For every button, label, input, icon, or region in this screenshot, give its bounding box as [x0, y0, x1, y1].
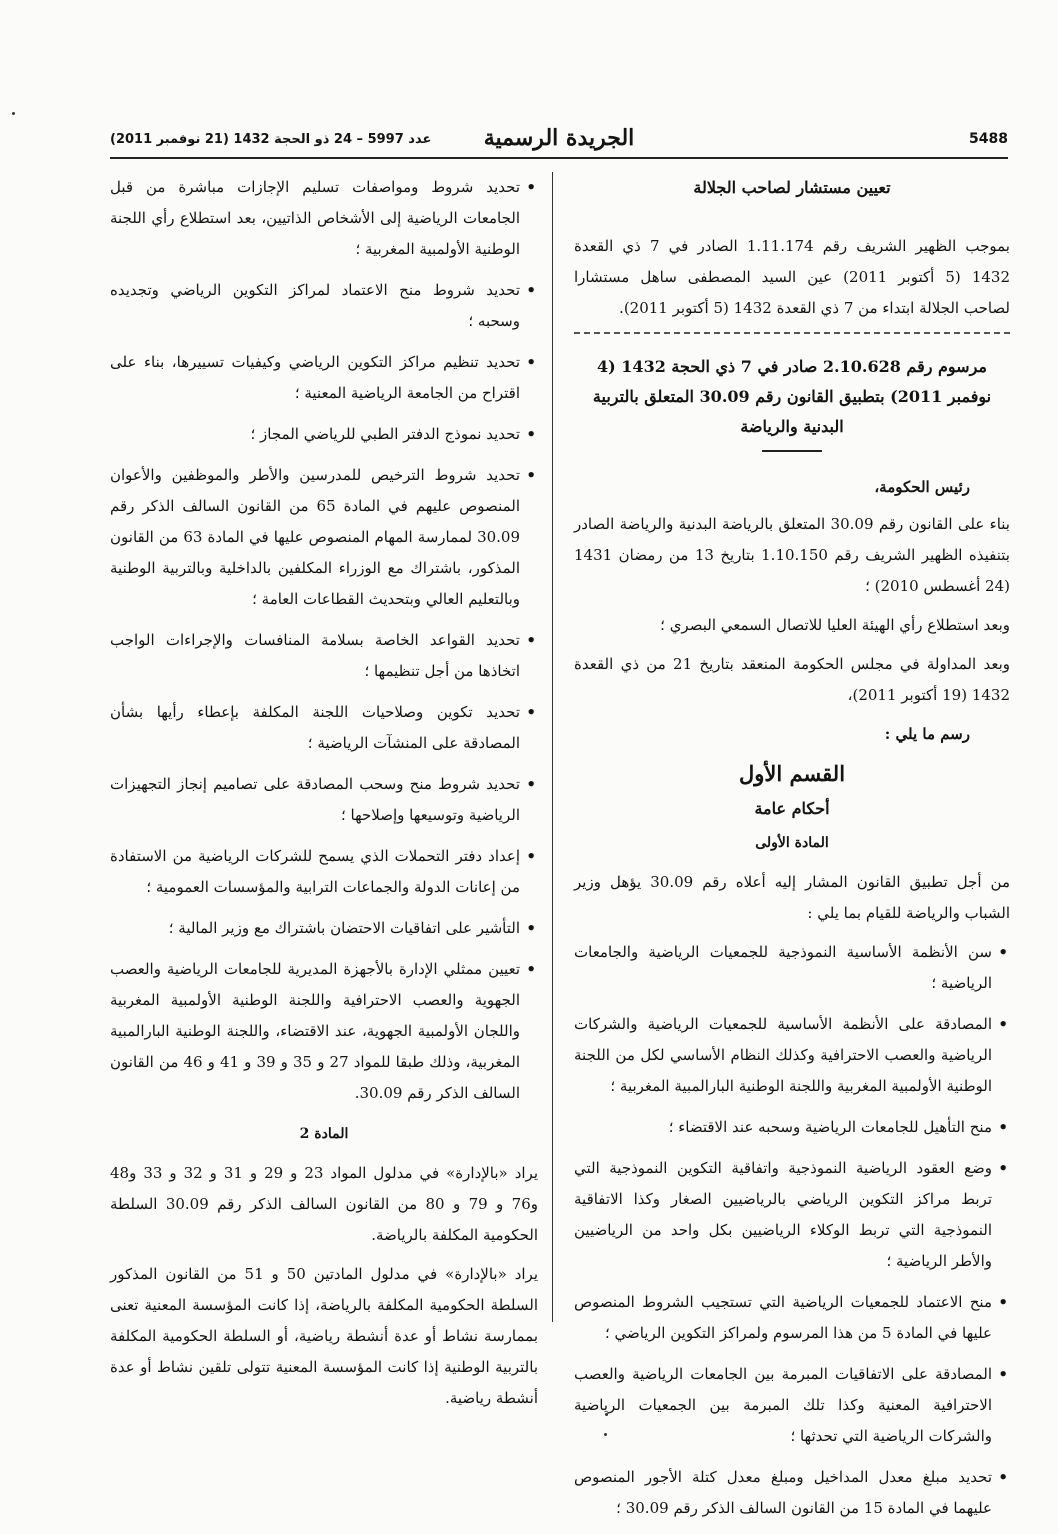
continued-list: [110, 172, 538, 1109]
list-item: • وضع العقود الرياضية النموذجية واتفاقية التكوين النموذجية التي تربط مراكز التكوين الرياضي بالرياضيين الصغار وكذا الاتفاقية النموذجية التي تربط الوكلاء الرياضيين بكل واحد من الرياضيين والأطر الرياضية ؛: [574, 1153, 1010, 1277]
gazette-header: [110, 125, 1008, 159]
list-item: • سن الأنظمة الأساسية النموذجية للجمعيات الرياضية والجامعات الرياضية ؛: [574, 937, 1010, 999]
chapter-subtitle: أحكام عامة: [754, 799, 830, 818]
article-2-paragraph-2: يراد «بالإدارة» في مدلول المادتين 50 و 51 من القانون المذكور السلطة الحكومية المكلفة بالرياضة، إذا كانت المؤسسة المعنية تعنى بممارسة نشاط أو عدة أنشطة رياضية، أو السلطة الحكومية المكلفة بالتربية الوطنية إذا كانت المؤسسة المعنية تتولى تلقين نشاط أو عدة أنشطة رياضية.: [110, 1265, 539, 1407]
issue-info: عدد 5997 – 24 ذو الحجة 1432 (21 نوفمبر 2011): [110, 132, 432, 147]
column-divider: [552, 172, 553, 1322]
considering-1: بناء على القانون رقم 30.09 المتعلق بالرياضة البدنية والرياضة الصادر بتنفيذه الظهير الشريف رقم 1.10.150 بتاريخ 13 من رمضان 1431 (24 أغسطس 2010) ؛: [574, 515, 1010, 595]
article-1-intro: من أجل تطبيق القانون المشار إليه أعلاه رقم 30.09 يؤهل وزير الشباب والرياضة للقيام بما يلي :: [574, 873, 1011, 922]
list-item: • منح التأهيل للجامعات الرياضية وسحبه عند الاقتضاء ؛: [574, 1112, 1010, 1143]
chapter-title: القسم الأول: [738, 761, 846, 786]
list-item: • تحديد شروط منح وسحب المصادقة على تصاميم إنجاز التجهيزات الرياضية وتوسيعها وإصلاحها ؛: [110, 769, 538, 831]
scan-speck: [12, 112, 15, 115]
list-item: • منح الاعتماد للجمعيات الرياضية التي تستجيب الشروط المنصوص عليها في المادة 5 من هذا المرسوم ولمراكز التكوين الرياضي ؛: [574, 1287, 1010, 1349]
right-column: [574, 172, 1010, 1534]
article-2-paragraph-1: يراد «بالإدارة» في مدلول المواد 23 و 29 و 31 و 32 و 33 و48 و76 و 79 و 80 من القانون السالف الذكر رقم 30.09 السلطة الحكومية المكلفة بالرياضة.: [110, 1164, 538, 1244]
appointment-title: تعيين مستشار لصاحب الجلالة: [693, 178, 891, 197]
gazette-title: الجريدة الرسمية: [483, 125, 635, 151]
list-item: • المصادقة على الاتفاقيات المبرمة بين الجامعات الرياضية والعصب الاحترافية المعنية وكذا تلك المبرمة بين الجمعيات الرياضية والشركات الرياضية التي تحدثها ؛: [574, 1359, 1010, 1452]
list-item: • تحديد تنظيم مراكز التكوين الرياضي وكيفيات تسييرها، بناء على اقتراح من الجامعة الرياضية المعنية ؛: [110, 347, 538, 409]
list-item: • تحديد تكوين وصلاحيات اللجنة المكلفة بإعطاء رأيها بشأن المصادقة على المنشآت الرياضية ؛: [110, 697, 538, 759]
considering-3: وبعد المداولة في مجلس الحكومة المنعقد بتاريخ 21 من ذي القعدة 1432 (19 أكتوبر 2011)،: [574, 655, 1010, 704]
list-item: • التأشير على اتفاقيات الاحتضان باشتراك مع وزير المالية ؛: [110, 913, 538, 944]
article-2-title: المادة 2: [299, 1126, 349, 1142]
list-item: • تحديد شروط الترخيص للمدرسين والأطر والموظفين والأعوان المنصوص عليهم في المادة 65 من القانون السالف الذكر رقم 30.09 لممارسة المهام المنصوص عليها في المادة 63 من القانون المذكور، باشتراك مع الوزراء المكلفين بالداخلية وبالتربية الوطنية وبالتعليم العالي وبتحديث القطاعات العامة ؛: [110, 460, 538, 615]
decrees-statement: رسم ما يلي :: [884, 725, 970, 743]
article-1-title: المادة الأولى: [755, 835, 829, 851]
appointment-text: بموجب الظهير الشريف رقم 1.11.174 الصادر في 7 ذي القعدة 1432 (5 أكتوبر 2011) عين السيد المصطفى ساهل مستشارا لصاحب الجلالة ابتداء من 7 ذي القعدة 1432 (5 أكتوبر 2011).: [574, 237, 1010, 317]
list-item: • تحديد شروط ومواصفات تسليم الإجازات مباشرة من قبل الجامعات الرياضية إلى الأشخاص الذاتيين، بعد استطلاع رأي اللجنة الوطنية الأولمبية المغربية ؛: [110, 172, 538, 265]
list-item: • تحديد نموذج الدفتر الطبي للرياضي المجاز ؛: [110, 419, 538, 450]
list-item: • تحديد مبلغ معدل المداخيل ومبلغ معدل كتلة الأجور المنصوص عليهما في المادة 15 من القانون السالف الذكر رقم 30.09 ؛: [574, 1462, 1010, 1524]
list-item: • إعداد دفتر التحملات الذي يسمح للشركات الرياضية من الاستفادة من إعانات الدولة والجماعات الترابية والمؤسسات العمومية ؛: [110, 841, 538, 903]
decree-title: مرسوم رقم 2.10.628 صادر في 7 ذي الحجة 1432 (4 نوفمبر 2011) بتطبيق القانون رقم 30.09 المتعلق بالتربية البدنية والرياضة: [592, 357, 992, 436]
considering-2: وبعد استطلاع رأي الهيئة العليا للاتصال السمعي البصري ؛: [660, 616, 1010, 634]
list-item: • تعيين ممثلي الإدارة بالأجهزة المديرية للجامعات الرياضية والعصب الجهوية والعصب الاحترافية واللجنة الوطنية الأولمبية المغربية واللجان الأولمبية الجهوية، عند الاقتضاء، واللجنة الوطنية البارالمبية المغربية، وذلك طبقا للمواد 27 و 35 و 39 و 41 و 46 من القانون السالف الذكر رقم 30.09.: [110, 954, 538, 1109]
short-rule: [762, 450, 822, 452]
page-number: 5488: [969, 131, 1008, 147]
article-1-list: [574, 937, 1010, 1524]
left-column: [110, 172, 538, 1422]
list-item: • تحديد القواعد الخاصة بسلامة المنافسات والإجراءات الواجب اتخاذها من أجل تنظيمها ؛: [110, 625, 538, 687]
list-item: • تحديد شروط منح الاعتماد لمراكز التكوين الرياضي وتجديده وسحبه ؛: [110, 275, 538, 337]
list-item: • المصادقة على الأنظمة الأساسية للجمعيات الرياضية والشركات الرياضية والعصب الاحترافية وكذلك النظام الأساسي لكل من اللجنة الوطنية الأولمبية المغربية واللجنة الوطنية البارالمبية المغربية ؛: [574, 1009, 1010, 1102]
dashed-separator: [574, 332, 1010, 334]
head-of-government: رئيس الحكومة،: [874, 478, 970, 496]
